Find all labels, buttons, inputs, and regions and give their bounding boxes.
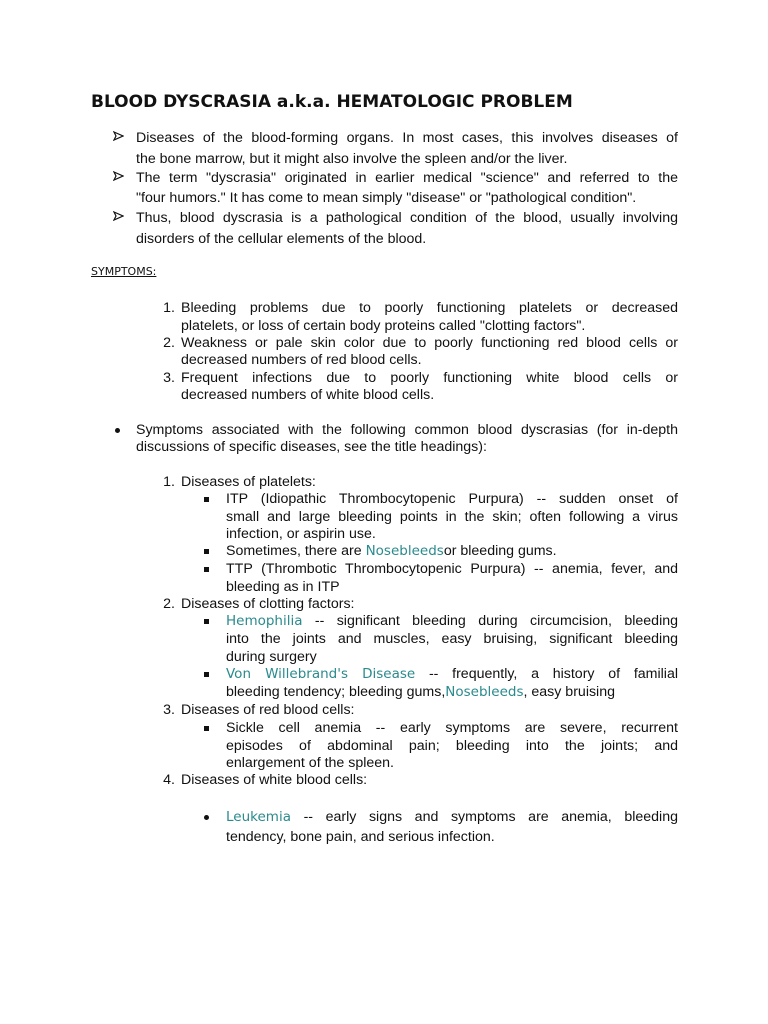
intro-bullet-2-line-2: "four humors." It has come to mean simply "disease" or "pathological condition". [136, 190, 637, 206]
round-bullet-icon [204, 815, 209, 820]
intro-bullet-1-line-1: Diseases of the blood-forming organs. In most cases, this involves diseases of [136, 130, 678, 146]
square-bullet-icon [204, 726, 209, 731]
vwd-line-2 [226, 683, 615, 701]
intro-bullet-3-line-1: Thus, blood dyscrasia is a pathological condition of the blood, usually involving [136, 210, 678, 226]
symptom-number: 1. [163, 300, 175, 316]
hemophilia-link[interactable]: Hemophilia [226, 613, 303, 629]
nosebleeds-link[interactable]: Nosebleeds [365, 543, 444, 559]
category-clotting: Diseases of clotting factors: [181, 596, 355, 612]
vwd-text: -- frequently, a history of familial [415, 666, 679, 682]
category-number: 1. [163, 474, 175, 490]
itp-line-1: ITP (Idiopathic Thrombocytopenic Purpura) -- sudden onset of [226, 491, 678, 507]
category-number: 4. [163, 772, 175, 788]
category-number: 2. [163, 596, 175, 612]
round-bullet-icon [115, 428, 120, 433]
arrow-bullet-icon [113, 131, 124, 141]
leukemia-text: -- early signs and symptoms are anemia, bleeding [290, 809, 678, 825]
vwd-line-1 [226, 665, 678, 683]
symptom-number: 3. [163, 370, 175, 386]
intro-bullet-2-line-1: The term "dyscrasia" originated in earlier medical "science" and referred to the [136, 170, 678, 186]
symptoms-heading: SYMPTOMS: [91, 265, 157, 278]
sickle-line-3: enlargement of the spleen. [226, 755, 394, 771]
category-platelets: Diseases of platelets: [181, 474, 316, 490]
square-bullet-icon [204, 619, 209, 624]
sometimes-line [226, 542, 557, 560]
symptom-2-line-1: Weakness or pale skin color due to poorly functioning red blood cells or [181, 335, 678, 351]
square-bullet-icon [204, 672, 209, 677]
leukemia-line-2: tendency, bone pain, and serious infection. [226, 829, 495, 845]
ttp-line-2: bleeding as in ITP [226, 579, 340, 595]
square-bullet-icon [204, 549, 209, 554]
category-white: Diseases of white blood cells: [181, 772, 368, 788]
symptom-3-line-2: decreased numbers of white blood cells. [181, 387, 435, 403]
ttp-line-1: TTP (Thrombotic Thrombocytopenic Purpura) -- anemia, fever, and [226, 561, 678, 577]
vwd-line-2-text: bleeding tendency; bleeding gums, [226, 684, 446, 700]
square-bullet-icon [204, 497, 209, 502]
symptom-number: 2. [163, 335, 175, 351]
sickle-line-1: Sickle cell anemia -- early symptoms are severe, recurrent [226, 720, 678, 736]
arrow-bullet-icon [113, 211, 124, 221]
category-number: 3. [163, 702, 175, 718]
symptom-1-line-1: Bleeding problems due to poorly functioning platelets or decreased [181, 300, 678, 316]
intro-bullet-1-line-2: the bone marrow, but it might also involve the spleen and/or the liver. [136, 151, 568, 167]
sickle-line-2: episodes of abdominal pain; bleeding into the joints; and [226, 738, 678, 754]
category-red: Diseases of red blood cells: [181, 702, 355, 718]
itp-line-3: infection, or aspirin use. [226, 526, 376, 542]
symptom-1-line-2: platelets, or loss of certain body proteins called "clotting factors". [181, 318, 586, 334]
sometimes-text: Sometimes, there are [226, 543, 366, 559]
hemophilia-line-2: into the joints and muscles, easy bruising, significant bleeding [226, 631, 678, 647]
page-title: BLOOD DYSCRASIA a.k.a. HEMATOLOGIC PROBLEM [91, 92, 573, 112]
von-willebrand-link[interactable]: Von Willebrand's Disease [226, 666, 416, 682]
hemophilia-line-3: during surgery [226, 649, 317, 665]
leukemia-link[interactable]: Leukemia [226, 809, 291, 825]
nosebleeds-link[interactable]: Nosebleeds [445, 684, 524, 700]
arrow-bullet-icon [113, 171, 124, 181]
hemophilia-text: -- significant bleeding during circumcision, bleeding [302, 613, 678, 629]
symptom-3-line-1: Frequent infections due to poorly functioning white blood cells or [181, 370, 678, 386]
sometimes-text-end: or bleeding gums. [443, 543, 557, 559]
hemophilia-line-1 [226, 612, 678, 630]
itp-line-2: small and large bleeding points in the skin; often following a virus [226, 509, 678, 525]
assoc-intro-line-2: discussions of specific diseases, see the title headings): [136, 439, 487, 455]
symptom-2-line-2: decreased numbers of red blood cells. [181, 352, 422, 368]
assoc-intro-line-1: Symptoms associated with the following common blood dyscrasias (for in-depth [136, 422, 678, 438]
square-bullet-icon [204, 567, 209, 572]
leukemia-line-1 [226, 808, 678, 826]
vwd-line-2-end: , easy bruising [523, 684, 615, 700]
intro-bullet-3-line-2: disorders of the cellular elements of the blood. [136, 231, 427, 247]
